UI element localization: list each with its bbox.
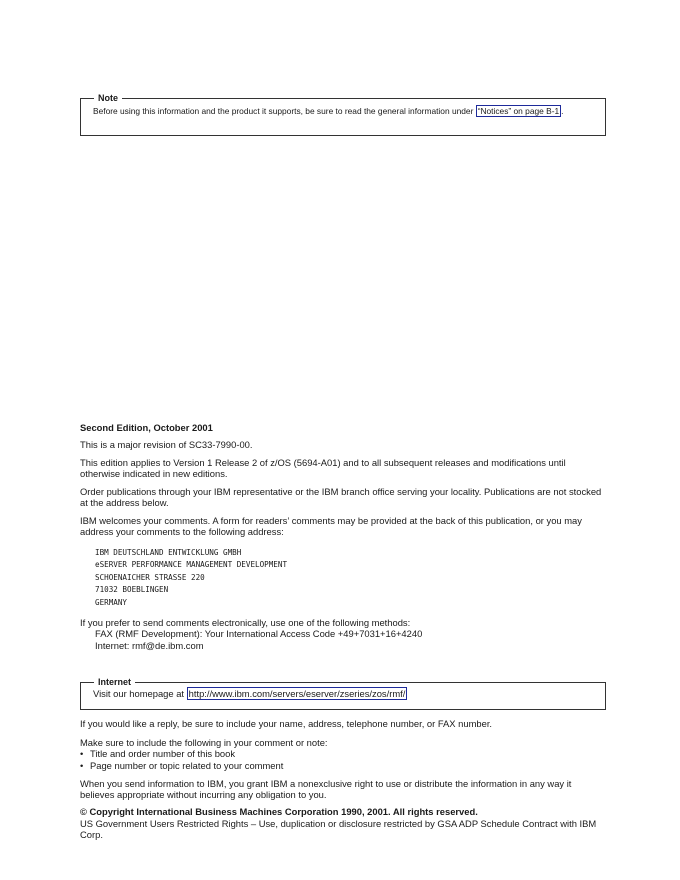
address-line: IBM DEUTSCHLAND ENTWICKLUNG GMBH xyxy=(95,548,242,557)
internet-line: Internet: rmf@de.ibm.com xyxy=(95,639,204,651)
order-text: Order publications through your IBM representative or the IBM branch office serving your locality. Publications are not stocked at the address below. xyxy=(80,486,602,509)
internet-legend: Internet xyxy=(94,676,135,688)
electronic-intro: If you prefer to send comments electronically, use one of the following methods: xyxy=(80,617,411,628)
address-line: eSERVER PERFORMANCE MANAGEMENT DEVELOPMENT xyxy=(95,560,288,570)
grant-text: When you send information to IBM, you grant IBM a nonexclusive right to use or distribute the information in any way it believes appropriate without incurring any obligation to you. xyxy=(80,778,572,801)
note-body xyxy=(81,99,605,122)
address-line: 71032 BOEBLINGEN xyxy=(95,585,169,595)
internet-body xyxy=(81,683,605,704)
list-item: • Page number or topic related to your comment xyxy=(80,760,606,771)
address-line: GERMANY xyxy=(95,597,128,607)
homepage-text: Visit our homepage at xyxy=(93,688,187,699)
mailing-address xyxy=(80,547,621,609)
revision-text: This is a major revision of SC33-7990-00. xyxy=(80,439,253,450)
fax-line: FAX (RMF Development): Your International Access Code +49+7031+16+4240 xyxy=(95,628,423,640)
include-intro: Make sure to include the following in your comment or note: xyxy=(80,737,328,748)
include-list xyxy=(80,737,606,771)
welcome-text: IBM welcomes your comments. A form for readers’ comments may be provided at the back of this publication, or you may address your comments to the following address: xyxy=(80,515,582,538)
notices-link[interactable]: “Notices” on page B-1 xyxy=(477,106,560,116)
note-text: Before using this information and the product it supports, be sure to read the general information under xyxy=(93,106,476,116)
restricted-text: US Government Users Restricted Rights – Use, duplication or disclosure restricted by GSA ADP Schedule Contract with IBM Corp. xyxy=(80,818,597,841)
electronic-methods xyxy=(80,617,606,651)
edition-heading: Second Edition, October 2001 xyxy=(80,422,213,433)
address-line: SCHOENAICHER STRASSE 220 xyxy=(95,572,205,582)
applies-text: This edition applies to Version 1 Release 2 of z/OS (5694-A01) and to all subsequent releases and modifications until otherwise indicated in new editions. xyxy=(80,457,566,480)
list-item: • Title and order number of this book xyxy=(80,748,606,759)
note-legend: Note xyxy=(94,92,122,104)
copyright-text: © Copyright International Business Machines Corporation 1990, 2001. All rights reserved. xyxy=(80,806,478,817)
internet-box xyxy=(80,677,606,710)
note-text-end: . xyxy=(561,106,564,116)
reply-text: If you would like a reply, be sure to include your name, address, telephone number, or FAX number. xyxy=(80,718,493,729)
note-box xyxy=(80,93,606,136)
homepage-link[interactable]: http://www.ibm.com/servers/eserver/zseries/zos/rmf/ xyxy=(188,688,406,699)
